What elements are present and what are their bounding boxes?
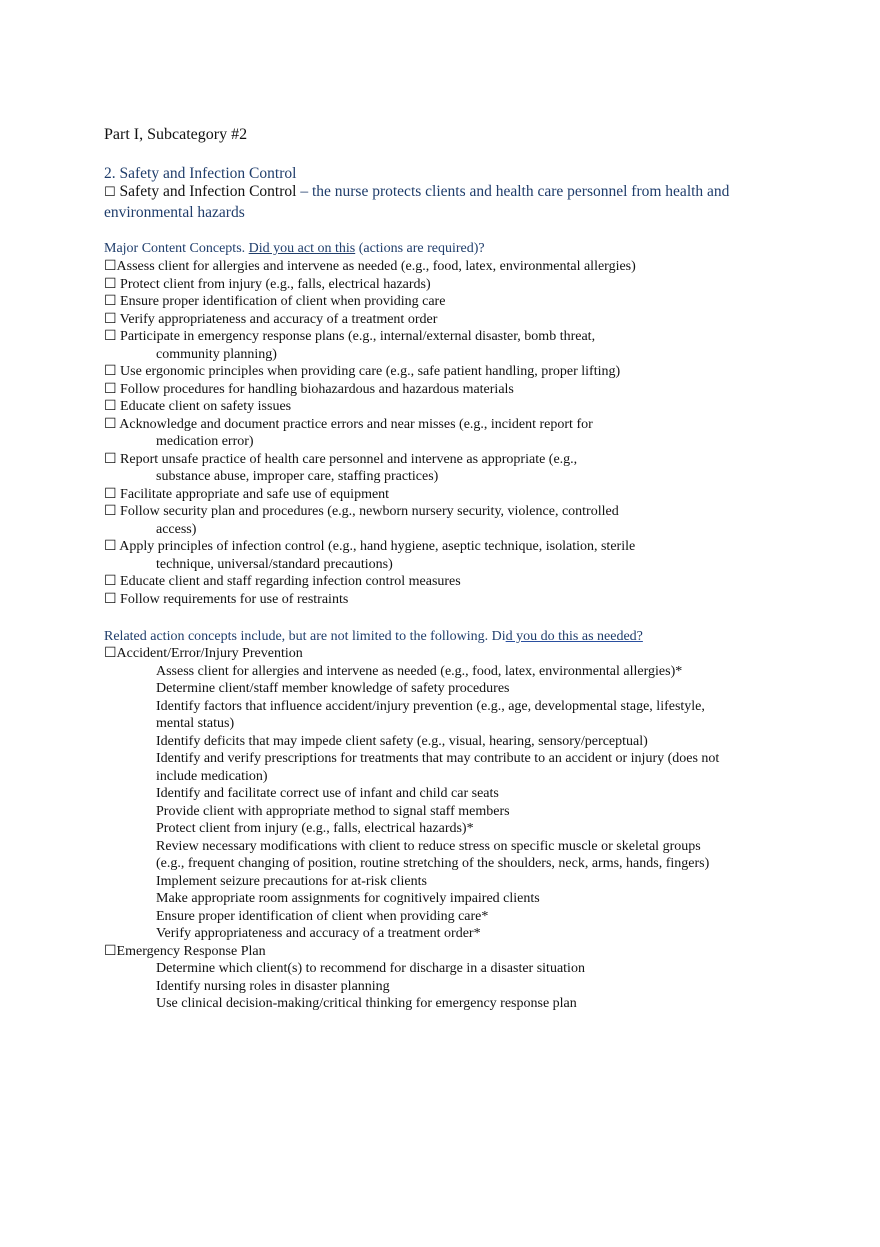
major-content-header [104, 240, 485, 257]
checklist-item[interactable]: ☐ Use ergonomic principles when providing care (e.g., safe patient handling, proper lifting) [104, 364, 621, 379]
major-question: Did you act on this [248, 241, 356, 256]
list-item: Identify and facilitate correct use of infant and child car seats [156, 786, 499, 801]
group-title-accident-prevention[interactable]: ☐Accident/Error/Injury Prevention [104, 646, 303, 661]
group-title-emergency-response[interactable]: ☐Emergency Response Plan [104, 943, 266, 959]
checklist-item[interactable]: ☐Assess client for allergies and intervene as needed (e.g., food, latex, environmental allergies) [104, 259, 636, 274]
list-item: Assess client for allergies and intervene as needed (e.g., food, latex, environmental allergies)* [156, 663, 683, 679]
page-heading: Part I, Subcategory #2 [104, 126, 248, 143]
related-question: d you do this as needed? [505, 629, 643, 644]
list-item: Implement seizure precautions for at-risk clients [156, 873, 427, 889]
list-item: Protect client from injury (e.g., falls, electrical hazards)* [156, 821, 474, 836]
major-label: Major Content Concepts. [104, 241, 249, 256]
list-item: Review necessary modifications with client to reduce stress on specific muscle or skeletal groups (e.g., frequent changing of position, routine stretching of the shoulders, neck, arms, hands, fingers) [156, 838, 710, 871]
list-item: Provide client with appropriate method to signal staff members [156, 803, 510, 819]
major-checklist [104, 258, 744, 608]
checklist-item[interactable]: ☐ Report unsafe practice of health care personnel and intervene as appropriate (e.g., substance abuse, improper care, staffing practices) [104, 451, 578, 484]
checklist-item[interactable]: ☐ Protect client from injury (e.g., falls, electrical hazards) [104, 276, 431, 292]
list-item: Identify factors that influence accident/injury prevention (e.g., age, developmental stage, lifestyle, mental status) [156, 698, 705, 731]
section-title: 2. Safety and Infection Control [104, 165, 297, 182]
checklist-item[interactable]: ☐ Facilitate appropriate and safe use of equipment [104, 486, 390, 502]
list-item: Determine which client(s) to recommend for discharge in a disaster situation [156, 961, 585, 976]
checklist-item[interactable]: ☐ Verify appropriateness and accuracy of a treatment order [104, 311, 438, 327]
checklist-item[interactable]: ☐ Acknowledge and document practice errors and near misses (e.g., incident report for medication error) [104, 416, 593, 449]
section-name: Safety and Infection Control [119, 183, 297, 200]
list-item: Use clinical decision-making/critical thinking for emergency response plan [156, 996, 577, 1011]
checklist-item[interactable]: ☐ Educate client and staff regarding infection control measures [104, 574, 461, 589]
checklist-item[interactable]: ☐ Educate client on safety issues [104, 399, 292, 414]
section-description-block [104, 182, 764, 223]
list-item: Determine client/staff member knowledge of safety procedures [156, 681, 510, 696]
related-label: Related action concepts include, but are not limited to the following. Di [104, 629, 506, 644]
section-description: – the nurse protects clients and health care personnel from health and environmental hazards [104, 183, 730, 221]
list-item: Identify and verify prescriptions for treatments that may contribute to an accident or injury (does not include medication) [156, 751, 720, 784]
checklist-item[interactable]: ☐ Apply principles of infection control (e.g., hand hygiene, aseptic technique, isolation, sterile technique, universal/standard precautions) [104, 539, 636, 572]
list-item: Identify deficits that may impede client safety (e.g., visual, hearing, sensory/perceptual) [156, 733, 648, 749]
checklist-item[interactable]: ☐ Follow requirements for use of restraints [104, 591, 349, 607]
section-checkbox[interactable]: ☐ [104, 185, 116, 200]
related-concepts-header [104, 628, 684, 645]
checklist-item[interactable]: ☐ Follow security plan and procedures (e.g., newborn nursery security, violence, controlled access) [104, 504, 619, 537]
checklist-item[interactable]: ☐ Participate in emergency response plans (e.g., internal/external disaster, bomb threat, community planning) [104, 329, 596, 362]
list-item: Identify nursing roles in disaster planning [156, 978, 390, 994]
major-question-rest: (actions are required)? [355, 241, 485, 256]
list-item: Make appropriate room assignments for cognitively impaired clients [156, 891, 540, 906]
list-item: Ensure proper identification of client when providing care* [156, 908, 489, 924]
checklist-item[interactable]: ☐ Follow procedures for handling biohazardous and hazardous materials [104, 381, 514, 397]
checklist-item[interactable]: ☐ Ensure proper identification of client when providing care [104, 294, 446, 309]
related-concepts-list [104, 645, 744, 1013]
list-item: Verify appropriateness and accuracy of a treatment order* [156, 926, 481, 941]
